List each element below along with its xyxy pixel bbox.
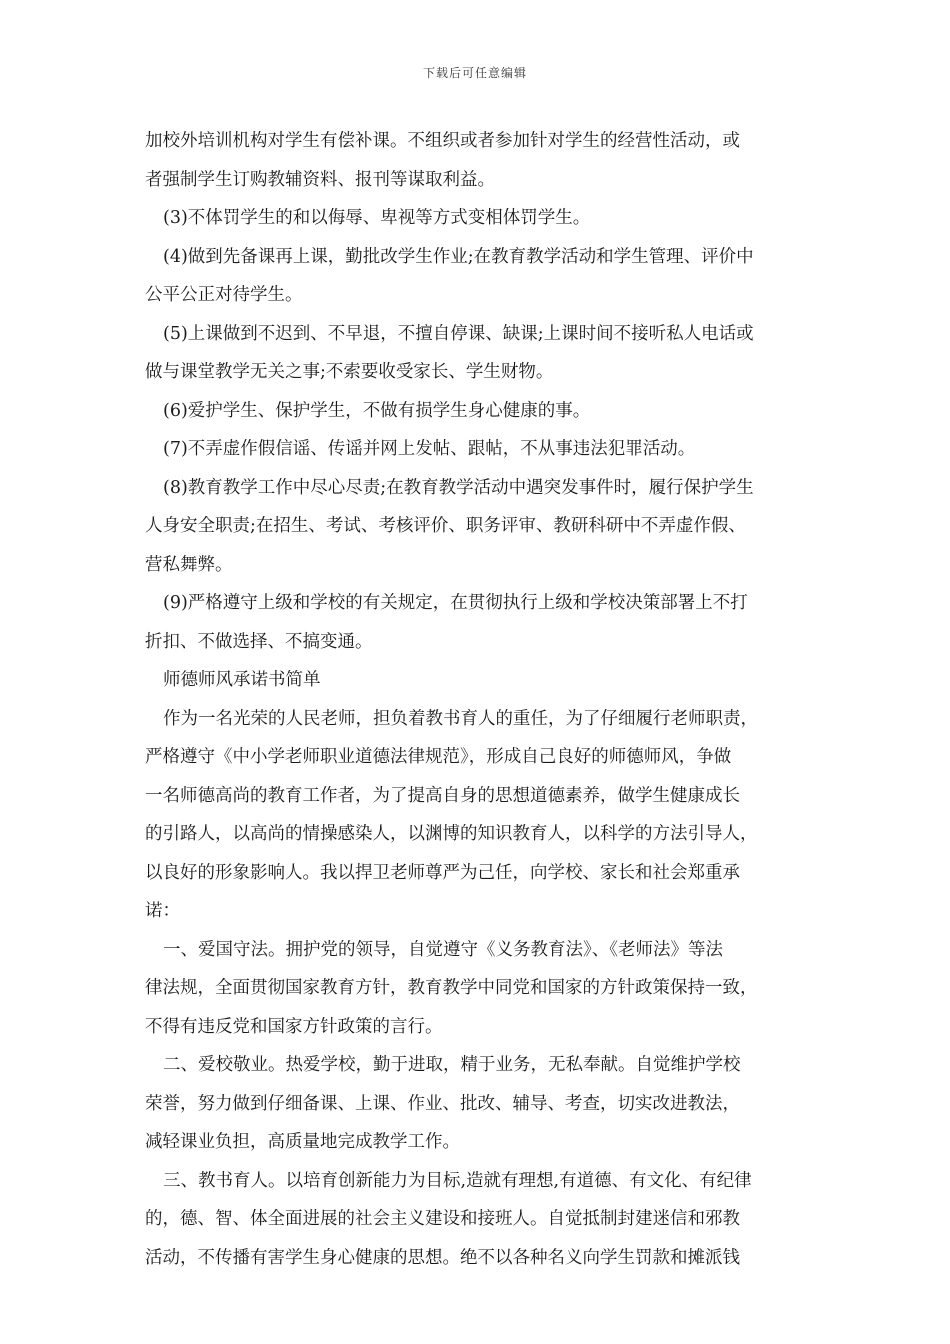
text-line: 诺： bbox=[145, 901, 180, 921]
document-body bbox=[145, 122, 811, 1277]
text-line: (6)爱护学生、保护学生，不做有损学生身心健康的事。 bbox=[163, 400, 591, 421]
text-line: 者强制学生订购教辅资料、报刊等谋取利益。 bbox=[145, 169, 495, 190]
text-line: 作为一名光荣的人民老师，担负着教书育人的重任，为了仔细履行老师职责， bbox=[163, 708, 758, 729]
text-line: 营私舞弊。 bbox=[145, 554, 233, 575]
text-line: 减轻课业负担，高质量地完成教学工作。 bbox=[145, 1132, 460, 1152]
text-line: 一名师德高尚的教育工作者，为了提高自身的思想道德素养，做学生健康成长 bbox=[145, 785, 740, 806]
text-line: 律法规，全面贯彻国家教育方针，教育教学中同党和国家的方针政策保持一致， bbox=[145, 978, 758, 998]
text-line: (7)不弄虚作假信谣、传谣并网上发帖、跟帖，不从事违法犯罪活动。 bbox=[163, 439, 696, 459]
text-line: 一、爱国守法。拥护党的领导，自觉遵守《义务教育法》、《老师法》等法 bbox=[163, 939, 723, 960]
text-line: 公平公正对待学生。 bbox=[145, 285, 303, 305]
text-line: 严格遵守《中小学老师职业道德法律规范》，形成自己良好的师德师风，争做 bbox=[145, 747, 732, 767]
text-line: 二、爱校敬业。热爱学校，勤于进取，精于业务，无私奉献。自觉维护学校 bbox=[163, 1055, 741, 1075]
text-line: 以良好的形象影响人。我以捍卫老师尊严为己任，向学校、家长和社会郑重承 bbox=[145, 862, 740, 883]
text-line: 加校外培训机构对学生有偿补课。不组织或者参加针对学生的经营性活动，或 bbox=[145, 131, 740, 151]
text-line: 三、教书育人。以培育创新能力为目标,造就有理想,有道德、有文化、有纪律 bbox=[163, 1170, 752, 1191]
text-line: (9)严格遵守上级和学校的有关规定，在贯彻执行上级和学校决策部署上不打 bbox=[163, 593, 748, 613]
text-line: (3)不体罚学生的和以侮辱、卑视等方式变相体罚学生。 bbox=[163, 208, 591, 228]
text-line: (8)教育教学工作中尽心尽责;在教育教学活动中遇突发事件时，履行保护学生 bbox=[163, 477, 754, 498]
text-line: 折扣、不做选择、不搞变通。 bbox=[145, 631, 373, 652]
text-line: 荣誉，努力做到仔细备课、上课、作业、批改、辅导、考查，切实改进教法， bbox=[145, 1093, 740, 1114]
text-line: 活动，不传播有害学生身心健康的思想。绝不以各种名义向学生罚款和摊派钱 bbox=[145, 1247, 740, 1268]
text-line: (4)做到先备课再上课，勤批改学生作业;在教育教学活动和学生管理、评价中 bbox=[163, 246, 754, 267]
text-line: 师德师风承诺书简单 bbox=[163, 670, 321, 690]
text-line: 的，德、智、体全面进展的社会主义建设和接班人。自觉抵制封建迷信和邪教 bbox=[145, 1209, 740, 1229]
text-line: (5)上课做到不迟到、不早退，不擅自停课、缺课;上课时间不接听私人电话或 bbox=[163, 323, 754, 344]
text-line: 人身安全职责;在招生、考试、考核评价、职务评审、教研科研中不弄虚作假、 bbox=[145, 516, 746, 536]
text-line: 做与课堂教学无关之事;不索要收受家长、学生财物。 bbox=[145, 362, 554, 382]
text-line: 不得有违反党和国家方针政策的言行。 bbox=[145, 1016, 443, 1037]
page-header: 下载后可任意编辑 bbox=[422, 66, 527, 80]
text-line: 的引路人，以高尚的情操感染人，以渊博的知识教育人，以科学的方法引导人， bbox=[145, 824, 758, 844]
